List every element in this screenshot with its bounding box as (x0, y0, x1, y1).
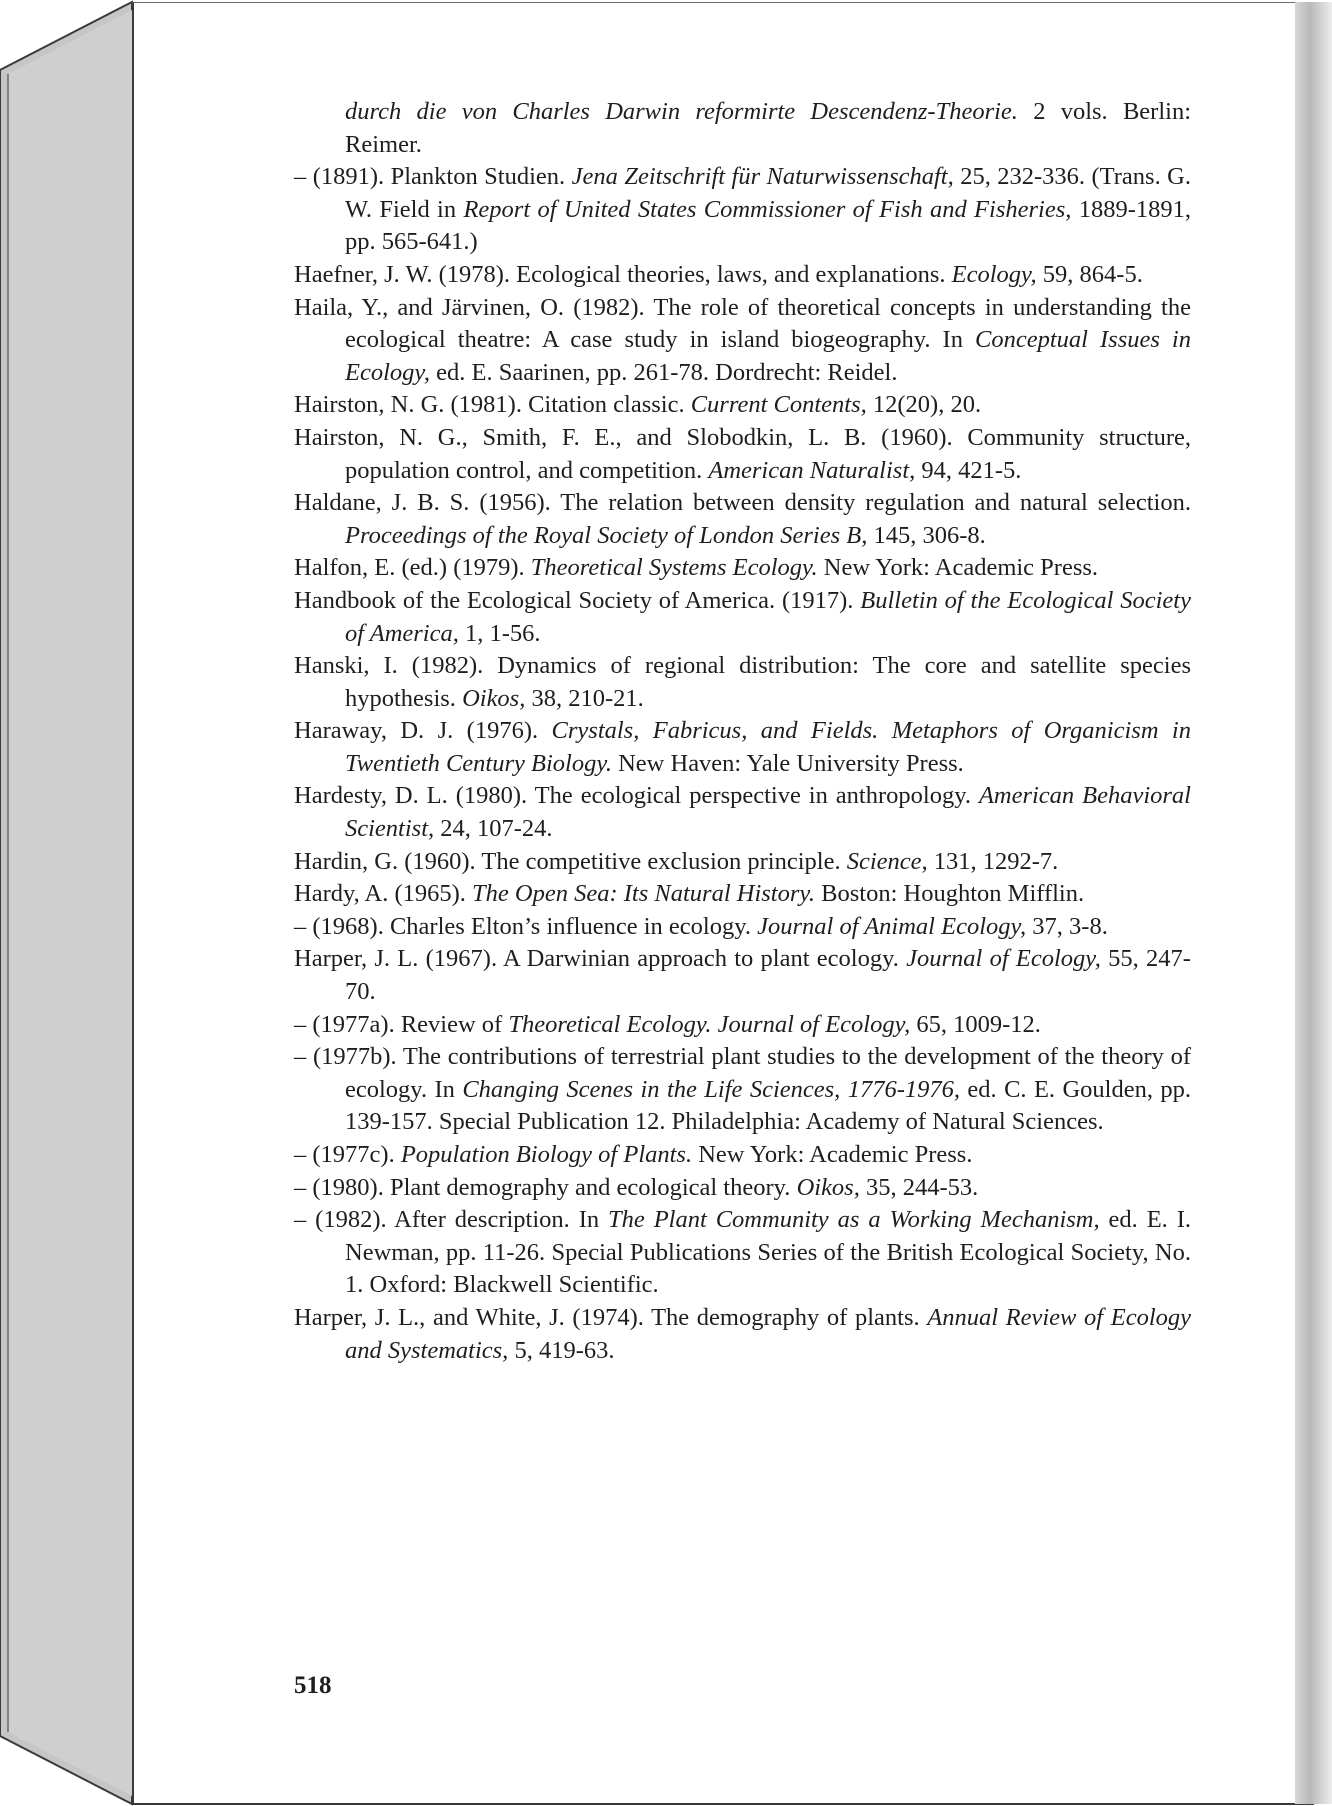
reference-text: ed. C. E. Goulden, pp. 139-157. Special Publication 12. Philadelphia: Academy of Natural Sciences. (345, 1075, 1192, 1136)
reference-entry (294, 96, 1191, 161)
reference-text: Haldane, J. B. S. (1956). The relation between density regulation and natural selection. (294, 489, 1191, 517)
page-edge-shadow (1295, 2, 1332, 1804)
reference-text: 145, 306-8. (867, 521, 986, 549)
reference-text: 55, 247-70. (345, 945, 1191, 1006)
reference-title: Ecology, (951, 260, 1037, 288)
reference-entry (294, 1302, 1191, 1367)
reference-entry (294, 1139, 1191, 1172)
page-number: 518 (294, 1672, 332, 1699)
reference-entry (294, 1172, 1191, 1205)
reference-title: Report of United States Commissioner of Fish and Fisheries, (463, 195, 1072, 223)
reference-entry (294, 1204, 1191, 1302)
reference-text: 37, 3-8. (1026, 912, 1108, 940)
reference-text: Boston: Houghton Mifflin. (815, 880, 1085, 908)
reference-title: Oikos, (796, 1173, 860, 1201)
reference-entry (294, 1009, 1191, 1042)
reference-title: Crystals, Fabricus, and Fields. Metaphors of Organicism in Twentieth Century Biology. (345, 717, 1191, 777)
reference-text: – (1977a). Review of (294, 1010, 509, 1038)
reference-entry (294, 780, 1191, 845)
reference-text: Hanski, I. (1982). Dynamics of regional distribution: The core and satellite species hypothesis. (294, 652, 1191, 712)
reference-title: American Behavioral Scientist, (345, 782, 1191, 843)
reference-list (294, 96, 1191, 1367)
reference-text: New Haven: Yale University Press. (611, 749, 964, 777)
reference-text: 5, 419-63. (508, 1336, 615, 1364)
reference-text: Hairston, N. G. (1981). Citation classic. (294, 391, 691, 419)
reference-text: – (1891). Plankton Studien. (294, 163, 572, 191)
reference-text: Haila, Y., and Järvinen, O. (1982). The role of theoretical concepts in understanding the ecological theatre: A case study in island biogeography. In (294, 293, 1191, 354)
reference-entry (294, 487, 1191, 552)
reference-title: Conceptual Issues in Ecology, (345, 326, 1191, 386)
reference-entry (294, 552, 1191, 585)
reference-entry (294, 161, 1191, 259)
reference-title: The Plant Community as a Working Mechanism, (608, 1206, 1100, 1234)
reference-text: – (1977b). The contributions of terrestrial plant studies to the development of the theory of ecology. In (294, 1043, 1191, 1103)
reference-title: Oikos, (462, 684, 526, 712)
reference-text: 94, 421-5. (915, 456, 1022, 484)
reference-text: – (1968). Charles Elton’s influence in ecology. (294, 912, 758, 940)
reference-text: 25, 232-336. (Trans. G. W. Field in (345, 163, 1191, 223)
reference-title: durch die von Charles Darwin reformirte Descendenz-Theorie. (345, 98, 1018, 125)
reference-text: – (1982). After description. In (294, 1206, 609, 1234)
reference-text: Hardesty, D. L. (1980). The ecological perspective in anthropology. (294, 782, 979, 810)
reference-text: 59, 864-5. (1036, 260, 1143, 288)
book-spine (0, 0, 140, 1806)
reference-entry (294, 259, 1191, 292)
reference-entry (294, 715, 1191, 780)
reference-title: Changing Scenes in the Life Sciences, 1776-1976, (462, 1075, 960, 1103)
reference-entry (294, 389, 1191, 422)
reference-entry (294, 943, 1191, 1008)
reference-text: Harper, J. L., and White, J. (1974). The demography of plants. (294, 1303, 928, 1331)
reference-entry (294, 911, 1191, 944)
reference-entry (294, 878, 1191, 911)
reference-entry (294, 650, 1191, 715)
reference-entry (294, 422, 1191, 487)
reference-entry (294, 292, 1191, 390)
reference-text: Haraway, D. J. (1976). (294, 717, 552, 745)
reference-title: Journal of Animal Ecology, (757, 912, 1027, 940)
reference-text: – (1980). Plant demography and ecological theory. (294, 1173, 797, 1201)
reference-text: 2 vols. Berlin: Reimer. (345, 98, 1191, 158)
reference-entry (294, 846, 1191, 879)
reference-title: Journal of Ecology, (906, 945, 1101, 973)
reference-title: Jena Zeitschrift für Naturwissenschaft, (571, 163, 954, 191)
reference-title: Annual Review of Ecology and Systematics, (345, 1303, 1192, 1364)
reference-text: 12(20), 20. (866, 391, 982, 419)
reference-text: ed. E. Saarinen, pp. 261-78. Dordrecht: Reidel. (430, 358, 898, 386)
reference-text: Harper, J. L. (1967). A Darwinian approach to plant ecology. (294, 945, 907, 973)
reference-text: New York: Academic Press. (692, 1141, 973, 1168)
reference-text: 35, 244-53. (859, 1173, 979, 1201)
reference-title: Proceedings of the Royal Society of London Series B, (345, 521, 868, 549)
reference-text: 24, 107-24. (434, 815, 553, 843)
reference-entry (294, 1041, 1191, 1139)
reference-text: 131, 1292-7. (927, 847, 1059, 875)
reference-text: Handbook of the Ecological Society of America. (1917). (294, 586, 861, 614)
reference-title: Bulletin of the Ecological Society of America, (345, 586, 1191, 647)
reference-text: Hairston, N. G., Smith, F. E., and Slobodkin, L. B. (1960). Community structure, population control, and competition. (294, 423, 1191, 484)
reference-title: Science, (846, 847, 928, 875)
reference-text: 38, 210-21. (525, 684, 644, 712)
reference-text: 1, 1-56. (458, 619, 541, 647)
reference-title: American Naturalist, (708, 456, 916, 484)
reference-title: The Open Sea: Its Natural History. (472, 880, 816, 908)
reference-text: 1889-1891, pp. 565-641.) (345, 195, 1191, 256)
reference-text: New York: Academic Press. (817, 554, 1099, 582)
reference-title: Current Contents, (690, 391, 867, 419)
reference-text: ed. E. I. Newman, pp. 11-26. Special Publications Series of the British Ecological Society, No. 1. Oxford: Blackwell Scientific. (345, 1206, 1191, 1299)
reference-text: Haefner, J. W. (1978). Ecological theories, laws, and explanations. (294, 260, 952, 288)
reference-title: Theoretical Systems Ecology. (530, 554, 818, 582)
reference-title: Theoretical Ecology. Journal of Ecology, (508, 1010, 911, 1038)
reference-text: Hardin, G. (1960). The competitive exclusion principle. (294, 847, 847, 875)
reference-text: 65, 1009-12. (910, 1010, 1041, 1038)
reference-entry (294, 585, 1191, 650)
reference-text: – (1977c). (294, 1141, 401, 1168)
reference-text: Halfon, E. (ed.) (1979). (294, 554, 531, 582)
reference-text: Hardy, A. (1965). (294, 880, 473, 908)
reference-title: Population Biology of Plants. (400, 1141, 693, 1168)
